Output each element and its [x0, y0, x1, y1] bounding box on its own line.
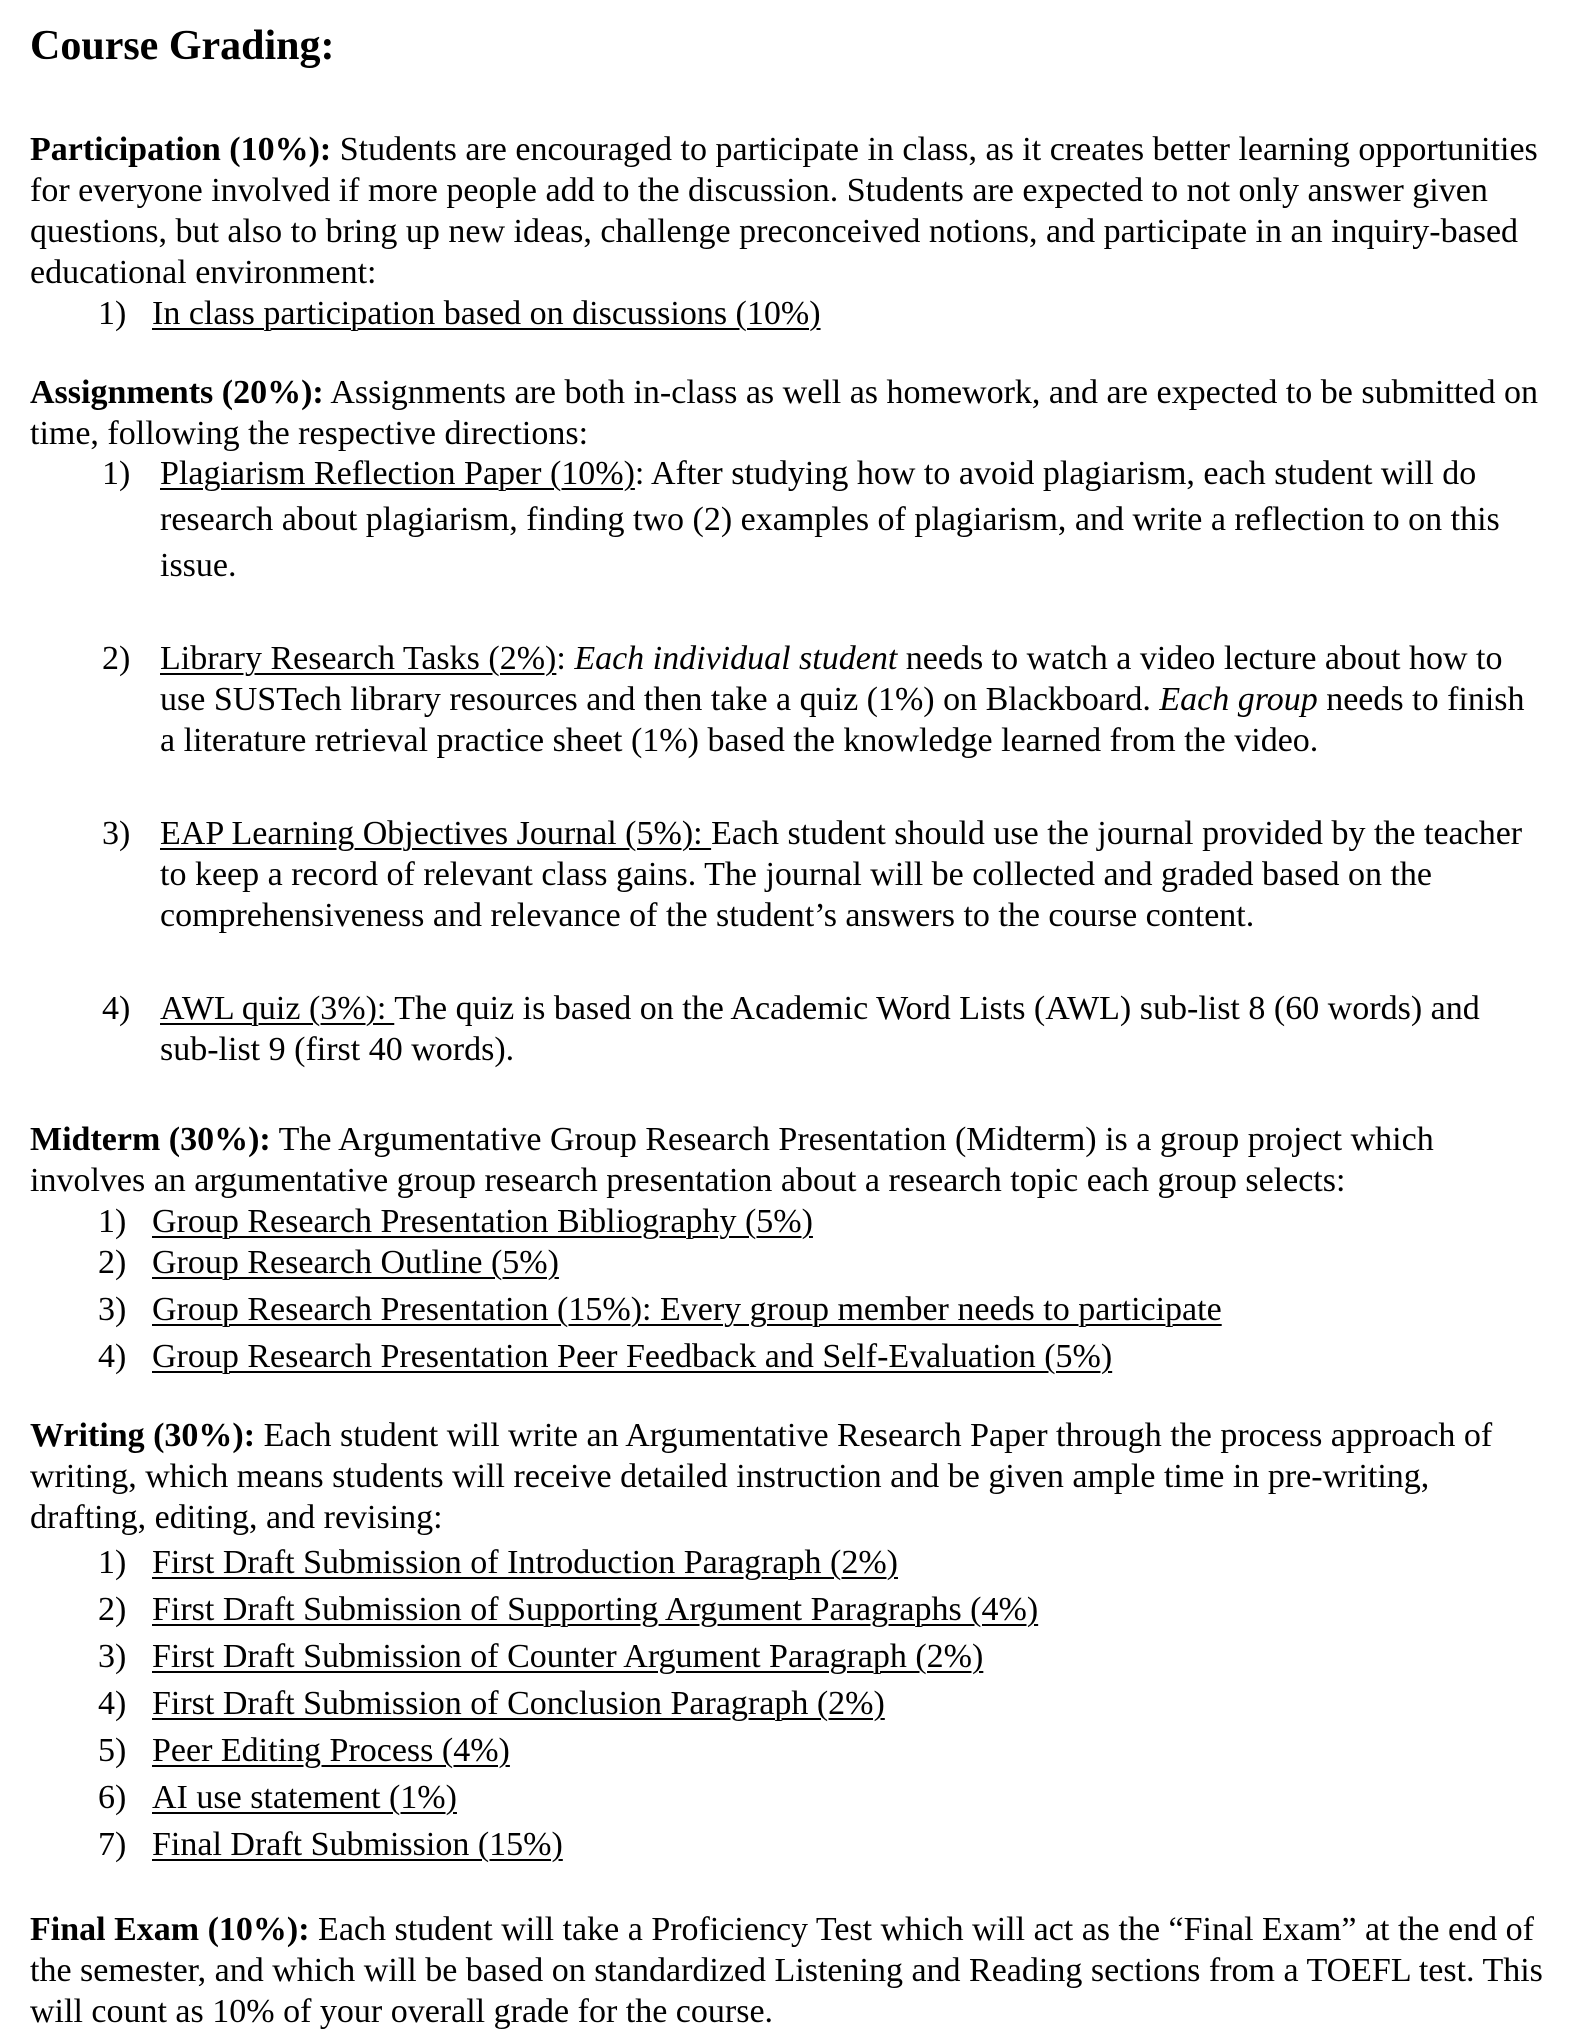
list-item	[30, 813, 1545, 936]
list-number: 4)	[98, 1685, 127, 1722]
list-number: 7)	[98, 1826, 127, 1863]
list-item-text: needs to finish a literature retrieval practice sheet (1%) based the knowledge learned from the video.	[160, 681, 1525, 759]
list-item	[30, 1824, 1545, 1871]
list-number: 1)	[98, 1203, 127, 1240]
writing-paragraph	[30, 1415, 1545, 1538]
writing-list	[30, 1542, 1545, 1871]
page-title: Course Grading:	[30, 23, 335, 69]
list-item-label: Plagiarism Reflection Paper (10%)	[160, 455, 635, 492]
list-item-sep: :	[634, 455, 645, 492]
list-number: 3)	[98, 1638, 127, 1675]
list-item	[30, 1777, 1545, 1824]
participation-heading: Participation (10%):	[30, 131, 332, 168]
list-number: 2)	[98, 1591, 127, 1628]
list-item-label: AWL quiz (3%):	[160, 990, 395, 1027]
list-item-label: First Draft Submission of Supporting Argument Paragraphs (4%)	[152, 1591, 1039, 1628]
assignments-heading: Assignments (20%):	[30, 374, 324, 411]
participation-paragraph	[30, 129, 1545, 293]
participation-list	[30, 293, 1545, 334]
list-item	[30, 638, 1545, 761]
list-item-label: First Draft Submission of Introduction Paragraph (2%)	[152, 1544, 898, 1581]
final-exam-heading: Final Exam (10%):	[30, 1911, 310, 1948]
assignments-list	[30, 451, 1545, 1070]
list-item	[30, 1589, 1545, 1636]
list-item-label: Library Research Tasks (2%)	[160, 640, 557, 677]
list-item-text: After studying how to avoid plagiarism, each student will do research about plagiarism, finding two (2) examples of plagiarism, and write a reflection to on this issue.	[160, 455, 1500, 584]
list-number: 2)	[98, 1244, 127, 1281]
midterm-section	[30, 1119, 1545, 1377]
list-number: 1)	[98, 1544, 127, 1581]
final-exam-paragraph	[30, 1909, 1545, 2032]
list-item	[30, 1542, 1545, 1589]
list-number: 3)	[102, 815, 131, 852]
course-grading-document	[30, 0, 1545, 2032]
list-item-label: Group Research Presentation Bibliography (5%)	[152, 1203, 813, 1240]
writing-section	[30, 1415, 1545, 1871]
list-number: 4)	[102, 990, 131, 1027]
list-item-text: The quiz is based on the Academic Word Lists (AWL) sub-list 8 (60 words) and sub-list 9 (first 40 words).	[160, 990, 1480, 1068]
list-item-label: First Draft Submission of Conclusion Paragraph (2%)	[152, 1685, 885, 1722]
list-number: 3)	[98, 1291, 127, 1328]
list-item-label: EAP Learning Objectives Journal (5%):	[160, 815, 712, 852]
list-item	[30, 1336, 1545, 1377]
list-item-label: Group Research Presentation Peer Feedback and Self-Evaluation (5%)	[152, 1338, 1113, 1375]
list-item	[30, 1636, 1545, 1683]
assignments-paragraph	[30, 372, 1545, 454]
writing-text: Each student will write an Argumentative Research Paper through the process approach of writing, which means students will receive detailed instruction and be given ample time in pre-writing, drafting, editing, and revising:	[30, 1417, 1493, 1536]
list-item-label: In class participation based on discussions (10%)	[152, 295, 821, 332]
list-item	[30, 1242, 1545, 1289]
writing-heading: Writing (30%):	[30, 1417, 256, 1454]
participation-text: Students are encouraged to participate in class, as it creates better learning opportunities for everyone involved if more people add to the discussion. Students are expected to not only answer given questions, but also to bring up new ideas, challenge preconceived notions, and participate in an inquiry-based educational environment:	[30, 131, 1538, 291]
list-item-emphasis: Each group	[1150, 681, 1318, 718]
list-item-label: AI use statement (1%)	[152, 1779, 457, 1816]
assignments-text: Assignments are both in-class as well as homework, and are expected to be submitted on time, following the respective directions:	[30, 374, 1538, 452]
midterm-text: The Argumentative Group Research Presentation (Midterm) is a group project which involves an argumentative group research presentation about a research topic each group selects:	[30, 1121, 1434, 1199]
list-number: 2)	[102, 640, 131, 677]
final-exam-text: Each student will take a Proficiency Test which will act as the “Final Exam” at the end of the semester, and which will be based on standardized Listening and Reading sections from a TOEFL test. This will count as 10% of your overall grade for the course.	[30, 1911, 1543, 2030]
list-number: 1)	[98, 295, 127, 332]
list-item-label: Group Research Outline (5%)	[152, 1244, 559, 1281]
list-item	[30, 1683, 1545, 1730]
list-item-text: Each student should use the journal provided by the teacher to keep a record of relevant class gains. The journal will be collected and graded based on the comprehensiveness and relevance of the student’s answers to the course content.	[160, 815, 1523, 934]
list-item-emphasis: Each individual student	[565, 640, 898, 677]
list-item	[30, 988, 1545, 1070]
list-number: 4)	[98, 1338, 127, 1375]
list-item	[30, 1289, 1545, 1336]
final-exam-section	[30, 1909, 1545, 2032]
list-item-label: Final Draft Submission (15%)	[152, 1826, 563, 1863]
list-item	[30, 1201, 1545, 1242]
midterm-paragraph	[30, 1119, 1545, 1201]
list-number: 6)	[98, 1779, 127, 1816]
list-item-text: needs to watch a video lecture about how to use SUSTech library resources and then take a quiz (1%) on Blackboard.	[160, 640, 1503, 718]
midterm-heading: Midterm (30%):	[30, 1121, 271, 1158]
list-number: 5)	[98, 1732, 127, 1769]
assignments-section	[30, 372, 1545, 1070]
list-item-label: First Draft Submission of Counter Argument Paragraph (2%)	[152, 1638, 984, 1675]
list-item	[30, 451, 1545, 589]
list-item	[30, 1730, 1545, 1777]
list-item-label: Group Research Presentation (15%): Every group member needs to participate	[152, 1291, 1222, 1328]
list-item	[30, 293, 1545, 334]
list-item-sep: :	[556, 640, 566, 677]
participation-section	[30, 129, 1545, 334]
midterm-list	[30, 1201, 1545, 1377]
list-item-label: Peer Editing Process (4%)	[152, 1732, 510, 1769]
list-number: 1)	[102, 455, 131, 492]
